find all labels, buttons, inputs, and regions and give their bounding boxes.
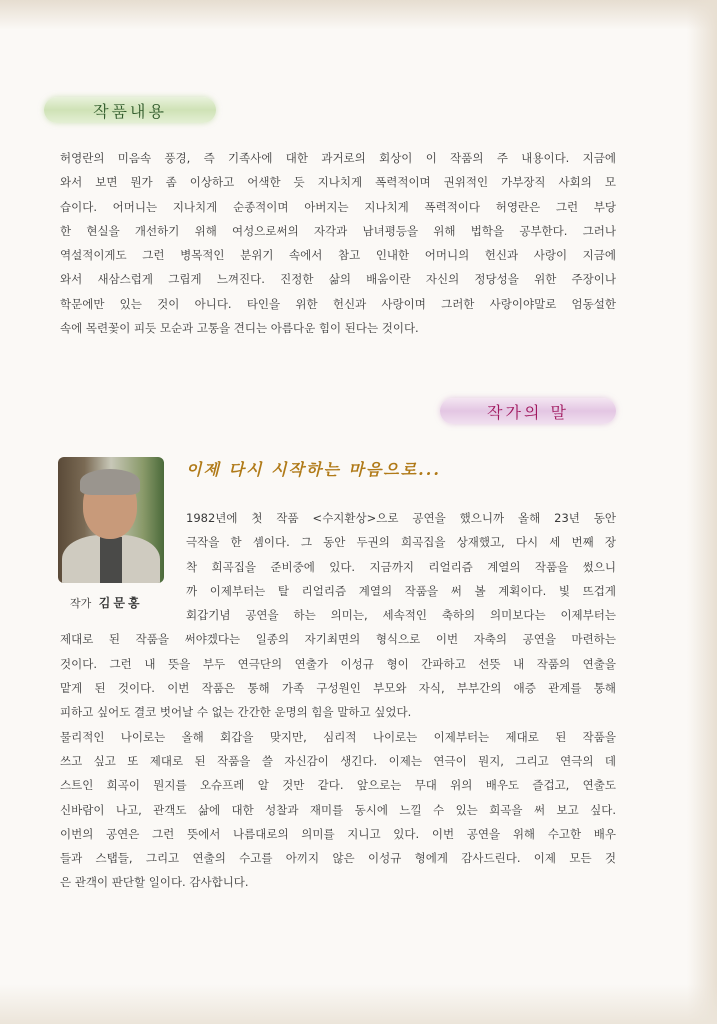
- caption-author-name: 김문홍: [98, 596, 143, 610]
- text-line: 와서 새삼스럽게 그립게 느껴진다. 진정한 삶의 배움이란 자신의 정당성을 위한 주장이나: [60, 272, 616, 287]
- section-heading-content: 작품내용: [44, 97, 216, 123]
- author-paragraph: [60, 506, 616, 895]
- page-edge-shadow-right: [687, 0, 717, 1024]
- page-edge-shadow-bottom: [0, 984, 717, 1024]
- text-line: 스트인 희곡이 뭔지를 오슈프레 알 것만 같다. 앞으로는 무대 위의 배우도 즐겁고, 연출도: [60, 778, 616, 793]
- author-subtitle: 이제 다시 시작하는 마음으로...: [186, 460, 441, 479]
- text-line: 착 희곡집을 준비중에 있다. 지금까지 리얼리즘 계열의 작품을 썼으니: [186, 559, 616, 574]
- text-line: 은 관객이 판단할 일이다. 감사합니다.: [60, 875, 249, 890]
- text-line: 이번의 공연은 그런 뜻에서 나름대로의 의미를 지니고 있다. 이번 공연을 위해 수고한 배우: [60, 826, 616, 841]
- content-paragraph: [60, 146, 616, 340]
- text-line: 쓰고 싶고 또 제대로 된 작품을 쓸 자신감이 생긴다. 이제는 연극이 뭔지, 그리고 연극의 데: [60, 753, 616, 768]
- text-line: 신바람이 나고, 관객도 삶에 대한 성찰과 재미를 동시에 느낄 수 있는 희곡을 써 보고 싶다.: [60, 802, 616, 817]
- text-line: 까 이제부터는 탈 리얼리즘 계열의 작품을 써 볼 계획이다. 빛 뜨겁게: [186, 583, 616, 598]
- text-line: 맡게 된 것이다. 이번 작품은 통해 가족 구성원인 부모와 자식, 부부간의 애증 관계를 통해: [60, 681, 616, 696]
- section-heading-author: 작가의 말: [440, 398, 616, 424]
- text-line: 피하고 싶어도 결코 벗어날 수 없는 간간한 운명의 힘을 말하고 싶었다.: [60, 705, 412, 720]
- text-line: 회갑기념 공연을 하는 의미는, 세속적인 축하의 의미보다는 이제부터는: [186, 608, 616, 623]
- text-line: 학문에만 있는 것이 아니다. 타인을 위한 헌신과 사랑이며 그러한 사랑이야말로 엄동설한: [60, 296, 616, 311]
- caption-role: 작가: [70, 597, 92, 610]
- text-line: 1982년에 첫 작품 <수지환상>으로 공연을 했으니까 올해 23년 동안: [186, 511, 616, 525]
- photo-hair: [80, 469, 140, 495]
- text-line: 습이다. 어머니는 지나치게 순종적이며 아버지는 지나치게 폭력적이다 허영란은 그런 부당: [60, 199, 616, 214]
- text-line: 허영란의 미음속 풍경, 즉 기족사에 대한 과거로의 회상이 이 작품의 주 내용이다. 지금에: [60, 151, 616, 165]
- text-line: 속에 목련꽃이 피듯 모순과 고통을 견디는 아름다운 힘이 된다는 것이다.: [60, 321, 419, 336]
- text-line: 역설적이게도 그런 병목적인 분위기 속에서 참고 인내한 어머니의 헌신과 사랑이 지금에: [60, 248, 616, 263]
- text-line: 들과 스탭들, 그리고 연출의 수고를 아끼지 않은 이성규 형에게 감사드린다. 이제 모든 것: [60, 851, 616, 866]
- text-line: 제대로 된 작품을 써야겠다는 일종의 자기최면의 형식으로 이번 자축의 공연을 마련하는: [60, 632, 616, 647]
- page-edge-shadow-top: [0, 0, 717, 30]
- text-line: 한 현실을 개선하기 위해 여성으로써의 자각과 남녀평등을 위해 법학을 공부한다. 그러나: [60, 223, 616, 238]
- text-line: 극작을 한 셈이다. 그 동안 두권의 희곡집을 상재했고, 다시 세 번째 장: [186, 535, 616, 550]
- text-line: 물리적인 나이로는 올해 회갑을 맞지만, 심리적 나이로는 이제부터는 제대로 된 작품을: [60, 729, 616, 744]
- text-line: 것이다. 그런 내 뜻을 부두 연극단의 연출가 이성규 형이 간파하고 선뜻 내 작품의 연출을: [60, 656, 616, 671]
- text-line: 와서 보면 뭔가 좀 이상하고 어색한 듯 지나치게 폭력적이며 권위적인 가부장직 사회의 모: [60, 175, 616, 190]
